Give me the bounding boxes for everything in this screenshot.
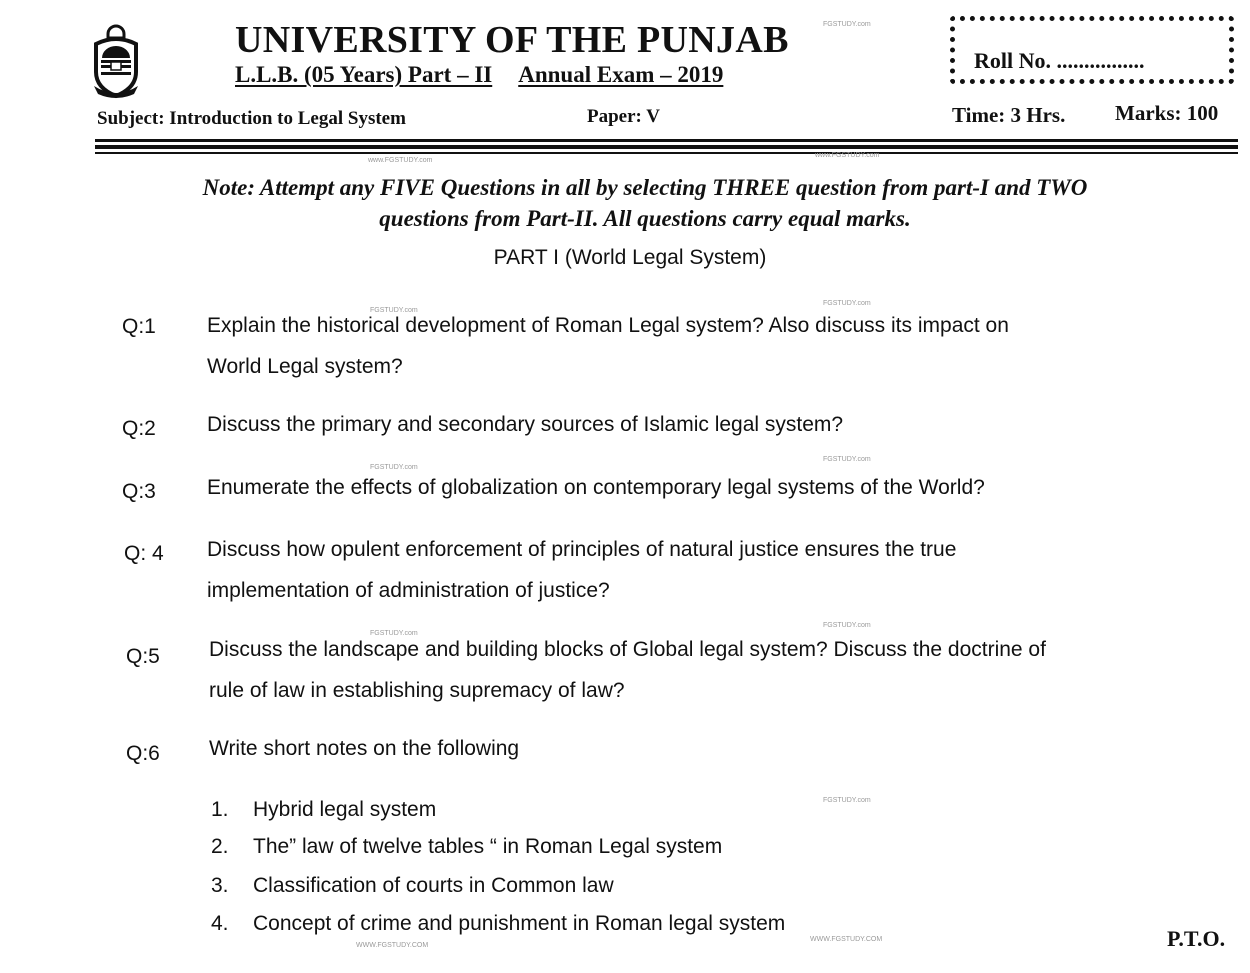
question-number: Q:3 bbox=[122, 480, 156, 503]
question-text bbox=[207, 529, 956, 611]
question-number: Q:6 bbox=[126, 742, 160, 765]
note-line-1: Note: Attempt any FIVE Questions in all by selecting THREE question from part-I and TWO bbox=[202, 175, 1088, 200]
watermark: FGSTUDY.com bbox=[823, 456, 871, 463]
note-line-2: questions from Part-II. All questions carry equal marks. bbox=[379, 206, 911, 231]
list-text: Hybrid legal system bbox=[253, 798, 437, 821]
subject-label: Subject: Introduction to Legal System bbox=[97, 108, 406, 129]
watermark: FGSTUDY.com bbox=[823, 300, 871, 307]
watermark: FGSTUDY.com bbox=[370, 630, 418, 637]
question-line: rule of law in establishing supremacy of law? bbox=[209, 679, 625, 702]
question-number: Q:2 bbox=[122, 417, 156, 440]
question-line: Discuss the landscape and building blocks of Global legal system? Discuss the doctrine of bbox=[209, 638, 1046, 661]
question-line: Write short notes on the following bbox=[209, 737, 520, 760]
watermark: www.FGSTUDY.com bbox=[368, 157, 433, 164]
question-text bbox=[209, 728, 519, 769]
watermark: FGSTUDY.com bbox=[370, 464, 418, 471]
list-text: Concept of crime and punishment in Roman legal system bbox=[253, 912, 786, 935]
header-divider bbox=[95, 139, 1238, 142]
watermark: FGSTUDY.com bbox=[823, 622, 871, 629]
question-line: Discuss the primary and secondary sources of Islamic legal system? bbox=[207, 413, 844, 436]
question-text bbox=[207, 305, 1009, 387]
list-number: 4. bbox=[211, 912, 229, 935]
question-number: Q:1 bbox=[122, 315, 156, 338]
watermark: FGSTUDY.com bbox=[823, 21, 871, 28]
exam-name: Annual Exam – 2019 bbox=[518, 62, 724, 87]
question-line: implementation of administration of justice? bbox=[207, 579, 610, 602]
watermark: WWW.FGSTUDY.COM bbox=[810, 936, 883, 943]
short-note-item bbox=[211, 912, 785, 936]
question-line: Discuss how opulent enforcement of principles of natural justice ensures the true bbox=[207, 538, 957, 561]
watermark: www.FGSTUDY.com bbox=[815, 152, 880, 159]
header-divider bbox=[95, 145, 1238, 149]
part-heading: PART I (World Legal System) bbox=[493, 246, 767, 269]
list-number: 3. bbox=[211, 874, 229, 897]
program-name: L.L.B. (05 Years) Part – II bbox=[235, 62, 493, 87]
watermark: FGSTUDY.com bbox=[370, 307, 418, 314]
question-text bbox=[207, 467, 985, 508]
instructions-note bbox=[0, 172, 1250, 234]
question-line: World Legal system? bbox=[207, 355, 403, 378]
question-text bbox=[207, 404, 843, 445]
list-text: The” law of twelve tables “ in Roman Legal system bbox=[253, 835, 723, 858]
question-line: Enumerate the effects of globalization on contemporary legal systems of the World? bbox=[207, 476, 985, 499]
university-title: UNIVERSITY OF THE PUNJAB bbox=[235, 19, 789, 61]
short-note-item bbox=[211, 835, 722, 859]
list-number: 1. bbox=[211, 798, 229, 821]
question-text bbox=[209, 629, 1046, 711]
page-turn-over: P.T.O. bbox=[1167, 926, 1226, 951]
watermark: FGSTUDY.com bbox=[823, 797, 871, 804]
short-note-item bbox=[211, 874, 614, 898]
program-line bbox=[235, 62, 723, 88]
time-label: Time: 3 Hrs. bbox=[952, 103, 1066, 127]
university-crest-icon bbox=[88, 24, 144, 100]
header-divider bbox=[95, 152, 1238, 154]
list-number: 2. bbox=[211, 835, 229, 858]
roll-number-field[interactable]: Roll No. ................ bbox=[974, 48, 1145, 73]
short-note-item bbox=[211, 798, 436, 822]
marks-label: Marks: 100 bbox=[1115, 101, 1219, 125]
question-number: Q:5 bbox=[126, 645, 160, 668]
list-text: Classification of courts in Common law bbox=[253, 874, 614, 897]
question-number: Q: 4 bbox=[124, 542, 164, 565]
watermark: WWW.FGSTUDY.COM bbox=[356, 942, 429, 949]
paper-label: Paper: V bbox=[587, 106, 660, 127]
question-line: Explain the historical development of Roman Legal system? Also discuss its impact on bbox=[207, 314, 1009, 337]
